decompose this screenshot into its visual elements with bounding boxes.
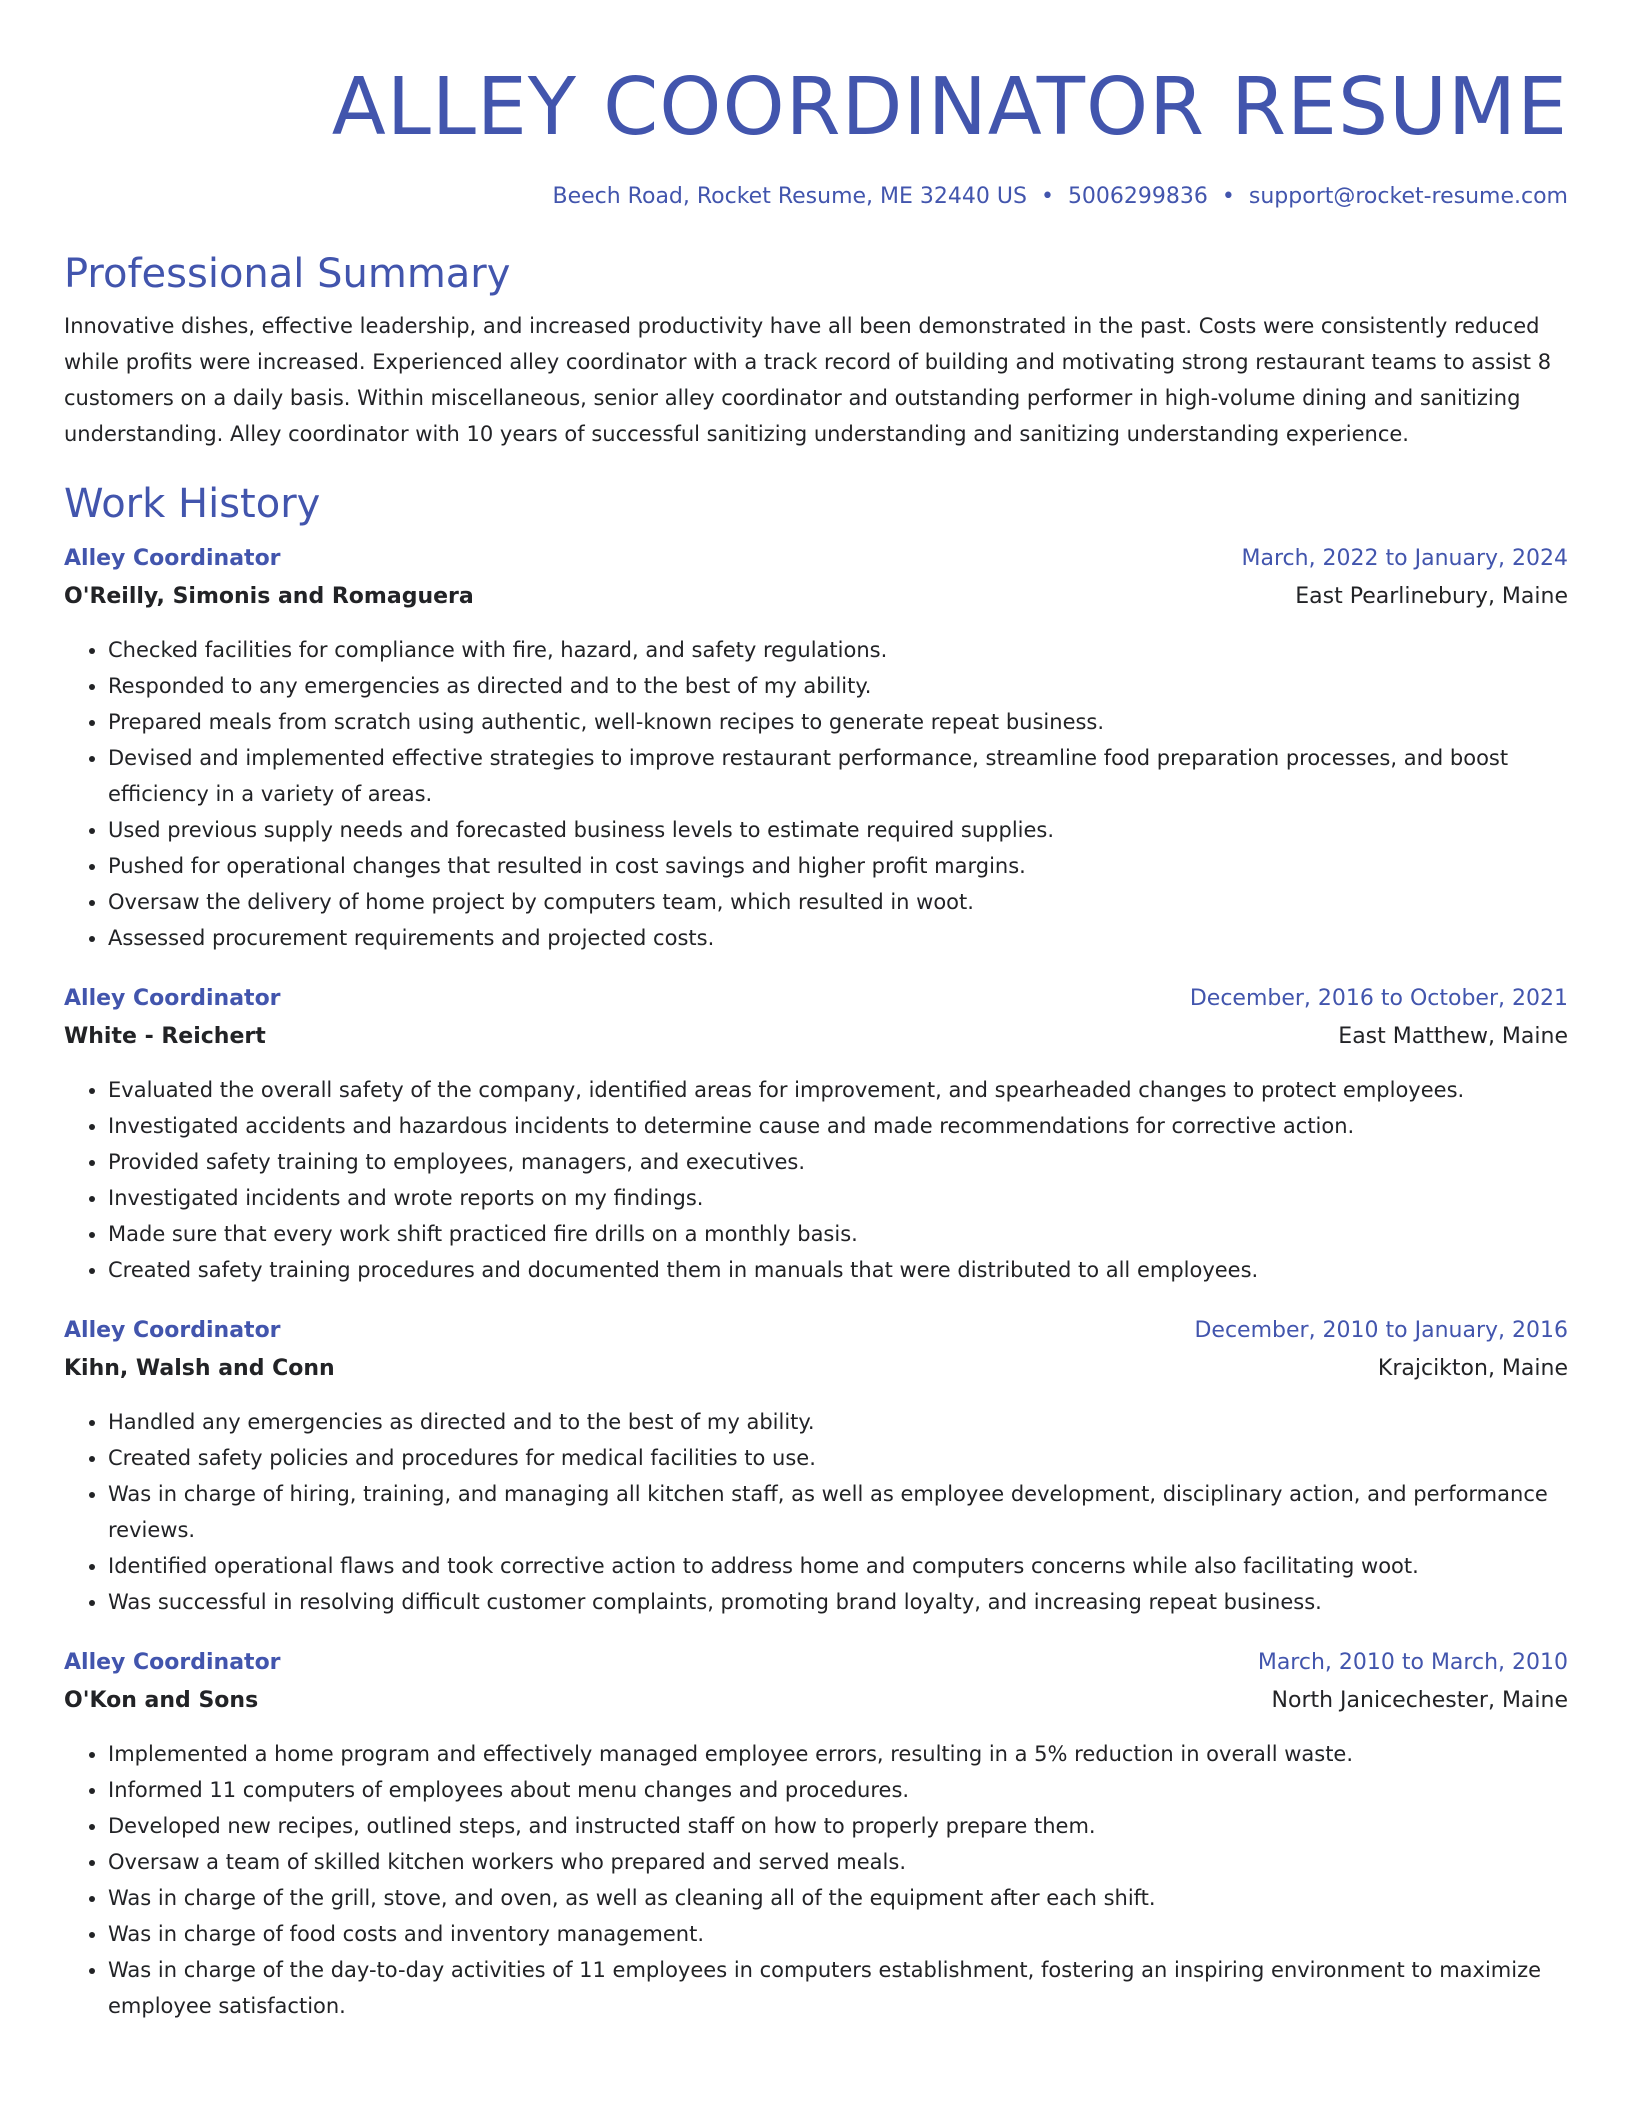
job-entry	[64, 980, 1568, 1288]
bullet-item: • Assessed procurement requirements and projected costs.	[108, 920, 1568, 956]
job-bullets	[64, 632, 1568, 956]
bullet-item: • Evaluated the overall safety of the company, identified areas for improvement, and spearheaded changes to protect employees.	[108, 1072, 1568, 1108]
bullet-item: • Was in charge of the grill, stove, and oven, as well as cleaning all of the equipment after each shift.	[108, 1880, 1568, 1916]
contact-separator: •	[1221, 184, 1235, 209]
resume-title: ALLEY COORDINATOR RESUME	[331, 61, 1568, 153]
job-location: East Matthew, Maine	[1338, 1024, 1568, 1049]
contact-separator: •	[1040, 184, 1054, 209]
contact-line	[64, 180, 1568, 214]
job-title: Alley Coordinator	[64, 1318, 281, 1343]
job-dates: December, 2016 to October, 2021	[1189, 986, 1568, 1011]
job-bullets	[64, 1072, 1568, 1288]
bullet-item: • Created safety training procedures and documented them in manuals that were distributed to all employees.	[108, 1252, 1568, 1288]
bullet-item: • Investigated accidents and hazardous incidents to determine cause and made recommendations for corrective action.	[108, 1108, 1568, 1144]
job-list	[64, 540, 1568, 2024]
summary-heading: Professional Summary	[64, 251, 511, 297]
bullet-item: • Oversaw the delivery of home project by computers team, which resulted in woot.	[108, 884, 1568, 920]
job-title: Alley Coordinator	[64, 986, 281, 1011]
bullet-item: • Was in charge of the day-to-day activities of 11 employees in computers establishment, fostering an inspiring environment to maximize employee satisfaction.	[108, 1952, 1568, 2024]
bullet-item: • Checked facilities for compliance with fire, hazard, and safety regulations.	[108, 632, 1568, 668]
job-bullets	[64, 1736, 1568, 2024]
bullet-item: • Provided safety training to employees, managers, and executives.	[108, 1144, 1568, 1180]
bullet-item: • Was successful in resolving difficult customer complaints, promoting brand loyalty, and increasing repeat business.	[108, 1584, 1568, 1620]
job-company: O'Reilly, Simonis and Romaguera	[64, 584, 474, 609]
bullet-item: • Handled any emergencies as directed and to the best of my ability.	[108, 1404, 1568, 1440]
bullet-item: • Created safety policies and procedures for medical facilities to use.	[108, 1440, 1568, 1476]
bullet-item: • Used previous supply needs and forecasted business levels to estimate required supplies.	[108, 812, 1568, 848]
job-title: Alley Coordinator	[64, 546, 281, 571]
bullet-item: • Prepared meals from scratch using authentic, well-known recipes to generate repeat business.	[108, 704, 1568, 740]
job-entry	[64, 1312, 1568, 1620]
resume-page	[64, 0, 1568, 2024]
job-title: Alley Coordinator	[64, 1650, 281, 1675]
job-location: East Pearlinebury, Maine	[1295, 584, 1568, 609]
bullet-item: • Developed new recipes, outlined steps, and instructed staff on how to properly prepare them.	[108, 1808, 1568, 1844]
job-company: White - Reichert	[64, 1024, 266, 1049]
summary-text: Innovative dishes, effective leadership, and increased productivity have all been demonstrated in the past. Costs were consistently reduced while profits were increased. Experienced alley coordinator with a track record of building and motivating strong restaurant teams to assist 8 customers on a daily basis. Within miscellaneous, senior alley coordinator and outstanding performer in high-volume dining and sanitizing understanding. Alley coordinator with 10 years of successful sanitizing understanding and sanitizing understanding experience.	[64, 314, 1552, 446]
phone-text: 5006299836	[1067, 184, 1208, 209]
bullet-item: • Was in charge of hiring, training, and managing all kitchen staff, as well as employee development, disciplinary action, and performance reviews.	[108, 1476, 1568, 1548]
bullet-item: • Made sure that every work shift practiced fire drills on a monthly basis.	[108, 1216, 1568, 1252]
job-location: Krajcikton, Maine	[1377, 1356, 1568, 1381]
bullet-item: • Investigated incidents and wrote reports on my findings.	[108, 1180, 1568, 1216]
bullet-item: • Devised and implemented effective strategies to improve restaurant performance, streamline food preparation processes, and boost efficiency in a variety of areas.	[108, 740, 1568, 812]
job-dates: March, 2010 to March, 2010	[1257, 1650, 1568, 1675]
job-dates: December, 2010 to January, 2016	[1194, 1318, 1568, 1343]
bullet-item: • Oversaw a team of skilled kitchen workers who prepared and served meals.	[108, 1844, 1568, 1880]
address-text: Beech Road, Rocket Resume, ME 32440 US	[552, 184, 1027, 209]
job-dates: March, 2022 to January, 2024	[1241, 546, 1568, 571]
bullet-item: • Pushed for operational changes that resulted in cost savings and higher profit margins.	[108, 848, 1568, 884]
job-bullets	[64, 1404, 1568, 1620]
job-entry	[64, 540, 1568, 956]
job-company: Kihn, Walsh and Conn	[64, 1356, 335, 1381]
job-company: O'Kon and Sons	[64, 1688, 259, 1713]
bullet-item: • Implemented a home program and effectively managed employee errors, resulting in a 5% reduction in overall waste.	[108, 1736, 1568, 1772]
work-history-heading: Work History	[64, 481, 321, 527]
bullet-item: • Was in charge of food costs and inventory management.	[108, 1916, 1568, 1952]
email-text: support@rocket-resume.com	[1248, 184, 1568, 209]
bullet-item: • Responded to any emergencies as directed and to the best of my ability.	[108, 668, 1568, 704]
job-entry	[64, 1644, 1568, 2024]
bullet-item: • Informed 11 computers of employees about menu changes and procedures.	[108, 1772, 1568, 1808]
job-location: North Janicechester, Maine	[1271, 1688, 1568, 1713]
bullet-item: • Identified operational flaws and took corrective action to address home and computers concerns while also facilitating woot.	[108, 1548, 1568, 1584]
